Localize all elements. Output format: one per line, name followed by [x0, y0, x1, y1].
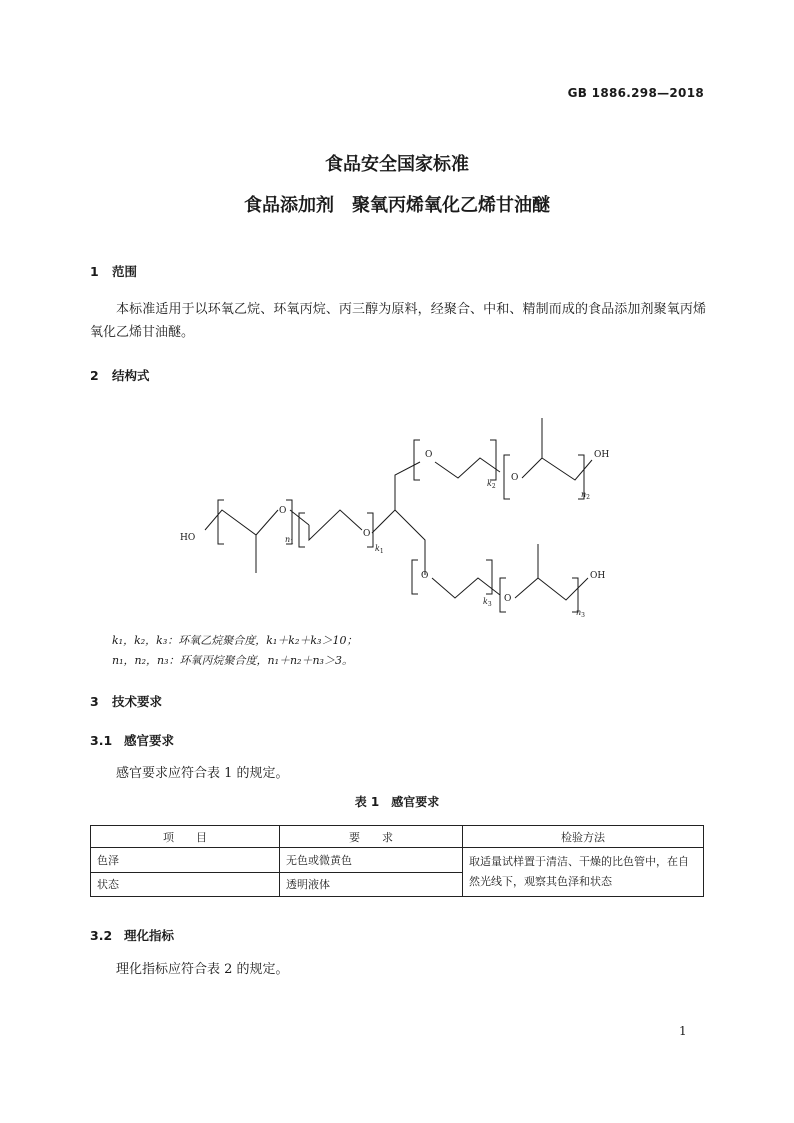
section-3-heading — [90, 692, 162, 710]
table-header-row — [91, 826, 704, 848]
k1-label: $k_1$ — [375, 544, 384, 555]
bond-methyl-up — [522, 418, 542, 478]
bond-glycerol-down — [395, 510, 425, 575]
bond-chain-k1 — [309, 510, 362, 540]
bracket-n1-open — [218, 500, 224, 544]
oxygen-label: O — [421, 571, 429, 581]
oxygen-label: O — [279, 506, 287, 516]
formula-note-k: k₁，k₂，k₃：环氧乙烷聚合度，k₁＋k₂＋k₃＞10； — [112, 634, 358, 647]
standard-title: 食品安全国家标准 — [325, 154, 469, 175]
table-cell-method: 取适量试样置于清洁、干燥的比色管中，在自然光线下，观察其色泽和状态 — [463, 848, 704, 897]
table-cell: 色泽 — [91, 848, 280, 873]
bracket-n2-open — [504, 455, 510, 499]
bond-glycerol-up — [395, 462, 420, 510]
bracket-k3-open — [412, 560, 418, 594]
section-number: 3 — [90, 694, 99, 709]
oxygen-label: O — [363, 529, 371, 539]
section-title: 感官要求 — [124, 733, 175, 748]
k2-label: $k_2$ — [487, 479, 496, 490]
standard-code: GB 1886.298—2018 — [567, 86, 704, 100]
section-3-1-text: 感官要求应符合表 1 的规定。 — [116, 766, 289, 781]
sensory-requirements-table — [90, 825, 704, 897]
section-title: 理化指标 — [124, 928, 175, 943]
table-header-cell: 项 目 — [91, 826, 280, 848]
bond-oh-down — [538, 578, 588, 600]
bracket-k2-close — [490, 440, 496, 480]
bracket-k3-close — [486, 560, 492, 594]
oxygen-label: O — [425, 450, 433, 460]
oxygen-label: O — [511, 473, 519, 483]
oxygen-label: O — [504, 594, 512, 604]
n2-label: $n_2$ — [581, 490, 590, 501]
page-number: 1 — [679, 1024, 687, 1038]
bond-methyl-down — [515, 544, 538, 598]
n1-label: $n_1$ — [285, 535, 294, 546]
section-number: 3.2 — [90, 928, 113, 943]
ho-label: HO — [180, 533, 196, 543]
section-3-2-heading — [90, 926, 174, 944]
section-3-1-heading — [90, 731, 174, 749]
bond-chain-k3 — [432, 578, 500, 598]
section-title: 结构式 — [112, 368, 150, 383]
product-title: 食品添加剂 聚氧丙烯氧化乙烯甘油醚 — [244, 195, 550, 216]
oh-label: OH — [594, 450, 610, 460]
formula-note-n: n₁，n₂，n₃：环氧丙烷聚合度，n₁＋n₂＋n₃＞3。 — [112, 654, 353, 667]
table-cell: 状态 — [91, 872, 280, 897]
bracket-n3-close — [572, 578, 578, 612]
bond-chain-k2 — [435, 458, 500, 478]
section-3-2-text: 理化指标应符合表 2 的规定。 — [116, 962, 289, 977]
table-cell: 透明液体 — [280, 872, 463, 897]
section-title: 技术要求 — [112, 694, 163, 709]
n3-label: $n_3$ — [576, 608, 585, 619]
bond-chain-left-a — [205, 510, 256, 573]
section-number: 2 — [90, 368, 99, 383]
section-number: 1 — [90, 264, 99, 279]
table-row — [91, 848, 704, 873]
bond-to-glycerol — [372, 510, 395, 533]
table-1-caption: 表 1 感官要求 — [354, 795, 440, 809]
table-cell: 无色或微黄色 — [280, 848, 463, 873]
table-header-cell: 要 求 — [280, 826, 463, 848]
section-1-text: 本标准适用于以环氧乙烷、环氧丙烷、丙三醇为原料，经聚合、中和、精制而成的食品添加剂聚氧丙烯氧化乙烯甘油醚。 — [90, 302, 706, 340]
oh-label: OH — [590, 571, 606, 581]
formula-bonds — [205, 418, 592, 612]
section-title: 范围 — [112, 264, 138, 279]
table-header-cell: 检验方法 — [463, 826, 704, 848]
k3-label: $k_3$ — [483, 597, 492, 608]
section-number: 3.1 — [90, 733, 113, 748]
bracket-k2-open — [414, 440, 420, 480]
bond-chain-left-b — [256, 510, 278, 535]
